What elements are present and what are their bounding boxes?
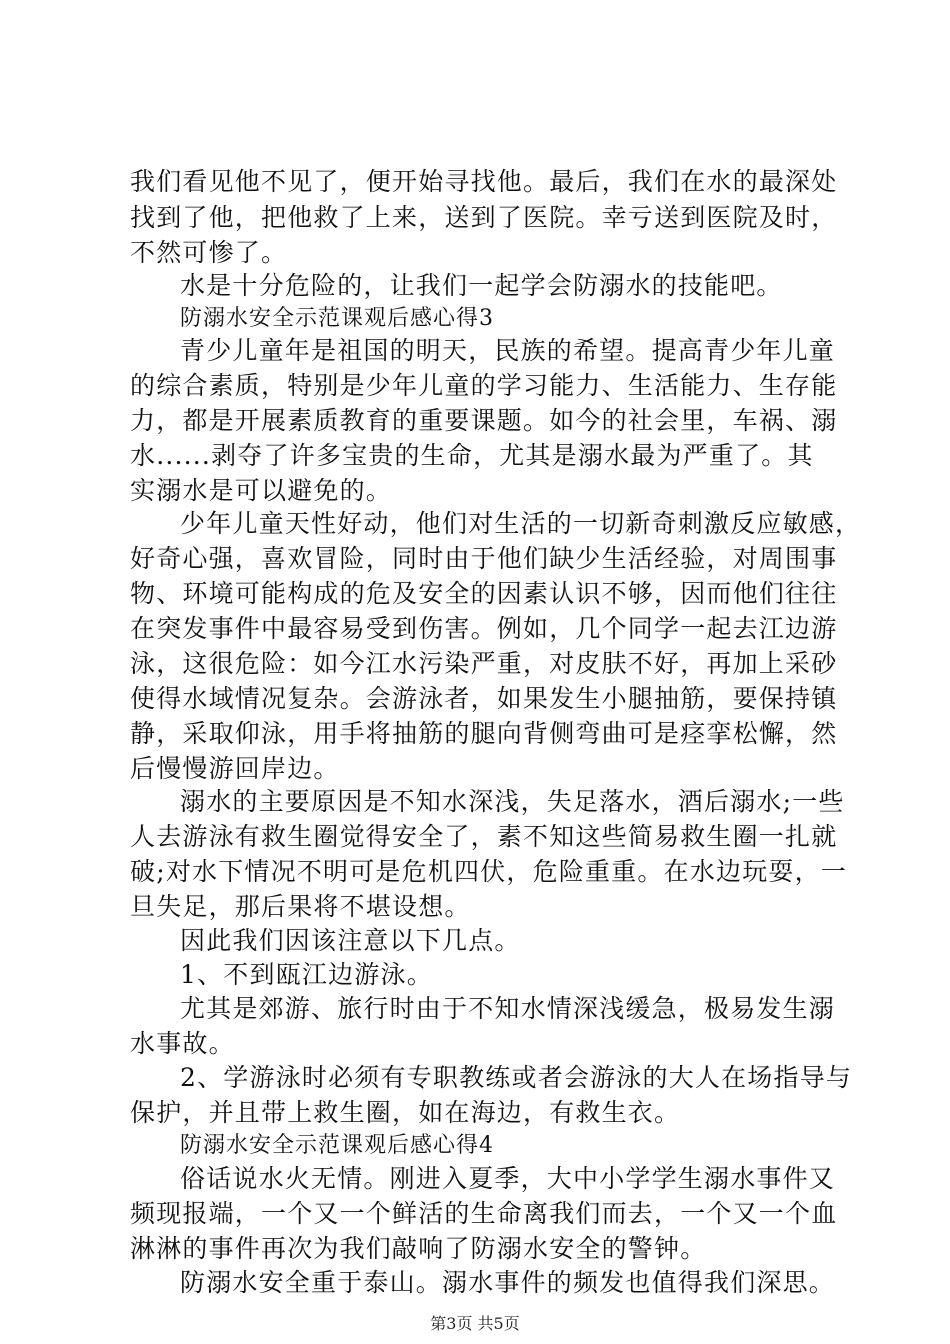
text-line: 水事故。	[130, 1029, 235, 1058]
text-line: 静，采取仰泳，用手将抽筋的腿向背侧弯曲可是痉挛松懈，然	[130, 719, 838, 748]
text-line: 好奇心强，喜欢冒险，同时由于他们缺少生活经验，对周围事	[130, 544, 838, 573]
text-line: 泳，这很危险：如今江水污染严重，对皮肤不好，再加上采砂	[130, 649, 838, 678]
text-line: 防溺水安全重于泰山。溺水事件的频发也值得我们深思。	[180, 1268, 836, 1297]
text-line: 俗话说水火无情。刚进入夏季，大中小学学生溺水事件又	[180, 1164, 836, 1193]
text-line: 淋淋的事件再次为我们敲响了防溺水安全的警钟。	[130, 1234, 707, 1263]
text-line: 使得水域情况复杂。会游泳者，如果发生小腿抽筋，要保持镇	[130, 684, 838, 713]
section-heading: 防溺水安全示范课观后感心得3	[180, 306, 494, 331]
text-line: 实溺水是可以避免的。	[130, 476, 393, 505]
text-line: 找到了他，把他救了上来，送到了医院。幸亏送到医院及时，	[130, 203, 838, 232]
text-line: 频现报端，一个又一个鲜活的生命离我们而去，一个又一个血	[130, 1199, 838, 1228]
text-line: 尤其是郊游、旅行时由于不知水情深浅缓急，极易发生溺	[180, 994, 836, 1023]
text-line: 破;对水下情况不明可是危机四伏，危险重重。在水边玩耍，一	[130, 857, 848, 886]
text-line: 后慢慢游回岸边。	[130, 754, 340, 783]
text-line: 2、学游泳时必须有专职教练或者会游泳的大人在场指导与	[180, 1063, 853, 1092]
text-line: 物、环境可能构成的危及安全的因素认识不够，因而他们往往	[130, 579, 838, 608]
text-line: 溺水的主要原因是不知水深浅，失足落水，酒后溺水;一些	[180, 787, 845, 816]
text-line: 不然可惨了。	[130, 238, 288, 267]
text-line: 人去游泳有救生圈觉得安全了，素不知这些简易救生圈一扎就	[130, 822, 838, 851]
text-line: 力，都是开展素质教育的重要课题。如今的社会里，车祸、溺	[130, 406, 838, 435]
text-line: 我们看见他不见了，便开始寻找他。最后，我们在水的最深处	[130, 167, 838, 196]
text-line: 1、不到瓯江边游泳。	[180, 960, 433, 989]
text-line: 水是十分危险的，让我们一起学会防溺水的技能吧。	[180, 271, 783, 300]
text-line: 在突发事件中最容易受到伤害。例如，几个同学一起去江边游	[130, 614, 838, 643]
text-line: 因此我们因该注意以下几点。	[180, 926, 521, 955]
text-line: 青少儿童年是祖国的明天，民族的希望。提高青少年儿童	[180, 336, 836, 365]
text-line: 保护，并且带上救生圈，如在海边，有救生衣。	[130, 1098, 681, 1127]
section-heading: 防溺水安全示范课观后感心得4	[180, 1133, 494, 1158]
text-line: 水......剥夺了许多宝贵的生命，尤其是溺水最为严重了。其	[130, 441, 814, 470]
text-line: 少年儿童天性好动，他们对生活的一切新奇刺激反应敏感，	[180, 509, 862, 538]
text-line: 旦失足，那后果将不堪设想。	[130, 892, 471, 921]
page-footer: 第3页 共5页	[430, 1314, 520, 1333]
text-line: 的综合素质，特别是少年儿童的学习能力、生活能力、生存能	[130, 371, 838, 400]
